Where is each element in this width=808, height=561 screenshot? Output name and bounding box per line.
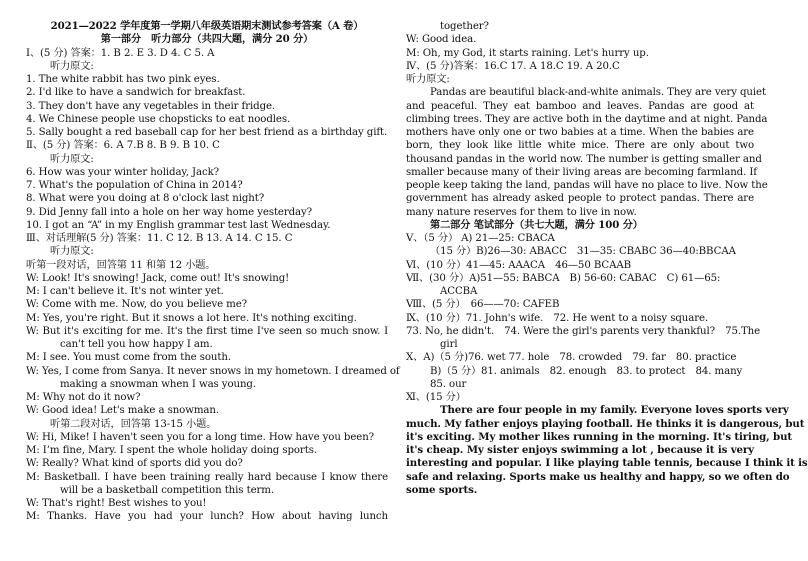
right-column-line: （15 分）B)26—30: ABACC 31—35: CBABC 36—40:BBCAA: [430, 246, 736, 258]
right-column-line: 听力原文:: [406, 74, 450, 85]
right-column-line: people keep taking the land, pandas will have no place to live. Now the: [406, 180, 768, 191]
left-column-line: making a snowman when I was young.: [60, 378, 256, 390]
right-column-line: climbing trees. They are active both in the daytime and at night. Panda: [406, 113, 768, 125]
right-column-line: M: Oh, my God, it starts raining. Let's hurry up.: [406, 47, 649, 59]
right-column-line: Ⅹ、A)（5 分)76. wet 77. hole 78. crowded 79. far 80. practice: [406, 352, 737, 364]
right-column-line: government has already asked people to protect pandas. There are: [406, 193, 754, 205]
left-column-line: 听第一段对话，回答第 11 和第 12 小题。: [26, 259, 216, 271]
left-column-line: Ⅱ、(5 分) 答案：6. A 7.B 8. B 9. B 10. C: [26, 140, 220, 152]
right-column-line: it's exciting. My mother likes running in the morning. It's tiring, but: [406, 430, 792, 443]
left-column-line: 8. What were you doing at 8 o'clock last night?: [26, 193, 265, 205]
left-column-line: 4. We Chinese people use chopsticks to eat noodles.: [26, 113, 291, 125]
right-column-line: mothers have only one or two babies at a time. When the babies are: [406, 127, 754, 138]
left-column-line: 2. I'd like to have a sandwich for breakfast.: [26, 87, 246, 99]
left-column-line: 听力原文:: [50, 246, 94, 258]
right-column-line: interesting and popular. I like playing table tennis, because I think it is: [406, 457, 808, 470]
right-column-line: girl: [440, 339, 458, 350]
left-column-line: M: I can't believe it. It's not winter yet.: [26, 286, 224, 297]
right-column-line: 85. our: [430, 378, 467, 390]
right-column-line: and peaceful. They eat bamboo and leaves. Pandas are good at: [406, 100, 754, 112]
right-column-line: 第二部分 笔试部分（共七大题，满分 100 分）: [430, 218, 643, 231]
left-column-line: 听力原文:: [50, 60, 94, 72]
right-column-line: it's cheap. My sister enjoys swimming a lot , because it is very: [406, 444, 754, 456]
right-column-line: together?: [440, 21, 489, 32]
right-column: [406, 20, 808, 497]
right-column-line: ACCBA: [440, 286, 478, 297]
right-column-line: Ⅸ、(10 分）71. John's wife. 72. He went to a noisy square.: [406, 312, 709, 324]
right-column-line: W: Good idea.: [406, 34, 477, 46]
right-column-line: 73. No, he didn't. 74. Were the girl's parents very thankful? 75.The: [406, 325, 761, 337]
left-column-line: Ⅲ、对话理解(5 分) 答案：11. C 12. B 13. A 14. C 15. C: [26, 233, 293, 244]
right-column-line: many nature reserves for them to live in now.: [406, 206, 637, 218]
left-column-line: M: Basketball. I have been training really hard because I know there: [26, 471, 388, 483]
right-column-line: born, they look like little white mice. There are only about two: [406, 140, 754, 152]
right-column-line: Ⅳ、(5 分)答案：16.C 17. A 18.C 19. A 20.C: [406, 60, 620, 72]
left-column-line: will be a basketball competition this term.: [60, 484, 274, 496]
left-column-line: W: Hi, Mike! I haven't seen you for a long time. How have you been?: [26, 431, 375, 443]
left-column-line: 2021—2022 学年度第一学期八年级英语期末测试参考答案（A 卷）: [50, 20, 364, 32]
right-column-line: Ⅴ、（5 分） A) 21—25: CBACA: [406, 233, 555, 244]
left-column-line: W: But it's exciting for me. It's the first time I've seen so much snow. I: [26, 325, 388, 337]
right-column-line: There are four people in my family. Everyone loves sports very: [440, 404, 789, 417]
left-column-line: 1. The white rabbit has two pink eyes.: [26, 74, 220, 85]
right-column-line: much. My father enjoys playing football. He thinks it is dangerous, but: [406, 417, 805, 430]
left-column-line: W: Come with me. Now, do you believe me?: [26, 299, 248, 311]
left-column-line: can't tell you how happy I am.: [60, 339, 213, 350]
right-column-line: some sports.: [406, 483, 478, 496]
left-column-line: W: That's right! Best wishes to you!: [26, 498, 207, 509]
left-column: [26, 20, 400, 524]
left-column-line: W: Good idea! Let's make a snowman.: [26, 405, 219, 417]
right-column-line: Ⅵ、(10 分）41—45: AAACA 46—50 BCAAB: [406, 259, 632, 271]
left-column-line: M: Why not do it now?: [26, 392, 141, 403]
left-column-line: W: Yes, I come from Sanya. It never snows in my hometown. I dreamed of: [26, 365, 400, 377]
right-column-line: Ⅶ、(30 分）A)51—55: BABCA B) 56-60: CABAC C) 61—65:: [406, 272, 721, 284]
right-column-line: B)（5 分）81. animals 82. enough 83. to protect 84. many: [430, 365, 743, 377]
left-column-line: W: Really? What kind of sports did you do?: [26, 458, 243, 470]
left-column-line: W: Look! It's snowing! Jack, come out! It's snowing!: [26, 272, 290, 284]
left-column-line: 7. What's the population of China in 2014?: [26, 180, 243, 191]
left-column-line: M: Thanks. Have you had your lunch? How about having lunch: [26, 511, 388, 523]
right-column-line: thousand pandas in the world now. The number is getting smaller and: [406, 153, 762, 165]
left-column-line: 5. Sally bought a red baseball cap for her best friend as a birthday gift.: [26, 127, 388, 138]
left-column-line: 10. I got an “A” in my English grammar test last Wednesday.: [26, 219, 331, 231]
right-column-line: safe and relaxing. Sports make us healthy and happy, so we often do: [406, 470, 790, 483]
left-column-line: 第一部分 听力部分（共四大题，满分 20 分）: [100, 33, 314, 46]
left-column-line: Ⅰ、(5 分) 答案：1. B 2. E 3. D 4. C 5. A: [26, 47, 215, 59]
left-column-line: 听力原文:: [50, 153, 94, 165]
right-column-line: Ⅷ、(5 分） 66——70: CAFEB: [406, 299, 560, 311]
left-column-line: 6. How was your winter holiday, Jack?: [26, 166, 220, 178]
left-column-line: M: I see. You must come from the south.: [26, 352, 231, 364]
left-column-line: 3. They don't have any vegetables in their fridge.: [26, 100, 276, 112]
left-column-line: M: Yes, you're right. But it snows a lot here. It's nothing exciting.: [26, 312, 357, 324]
right-column-line: Pandas are beautiful black-and-white animals. They are very quiet: [430, 87, 766, 99]
left-column-line: 听第二段对话，回答第 13-15 小题。: [50, 418, 217, 430]
right-column-line: Ⅺ、(15 分）: [406, 392, 466, 403]
left-column-line: 9. Did Jenny fall into a hole on her way home yesterday?: [26, 206, 313, 218]
right-column-line: smaller because many of their living areas are becoming farmland. If: [406, 166, 757, 178]
left-column-line: M: I’m fine, Mary. I spent the whole holiday doing sports.: [26, 445, 317, 456]
